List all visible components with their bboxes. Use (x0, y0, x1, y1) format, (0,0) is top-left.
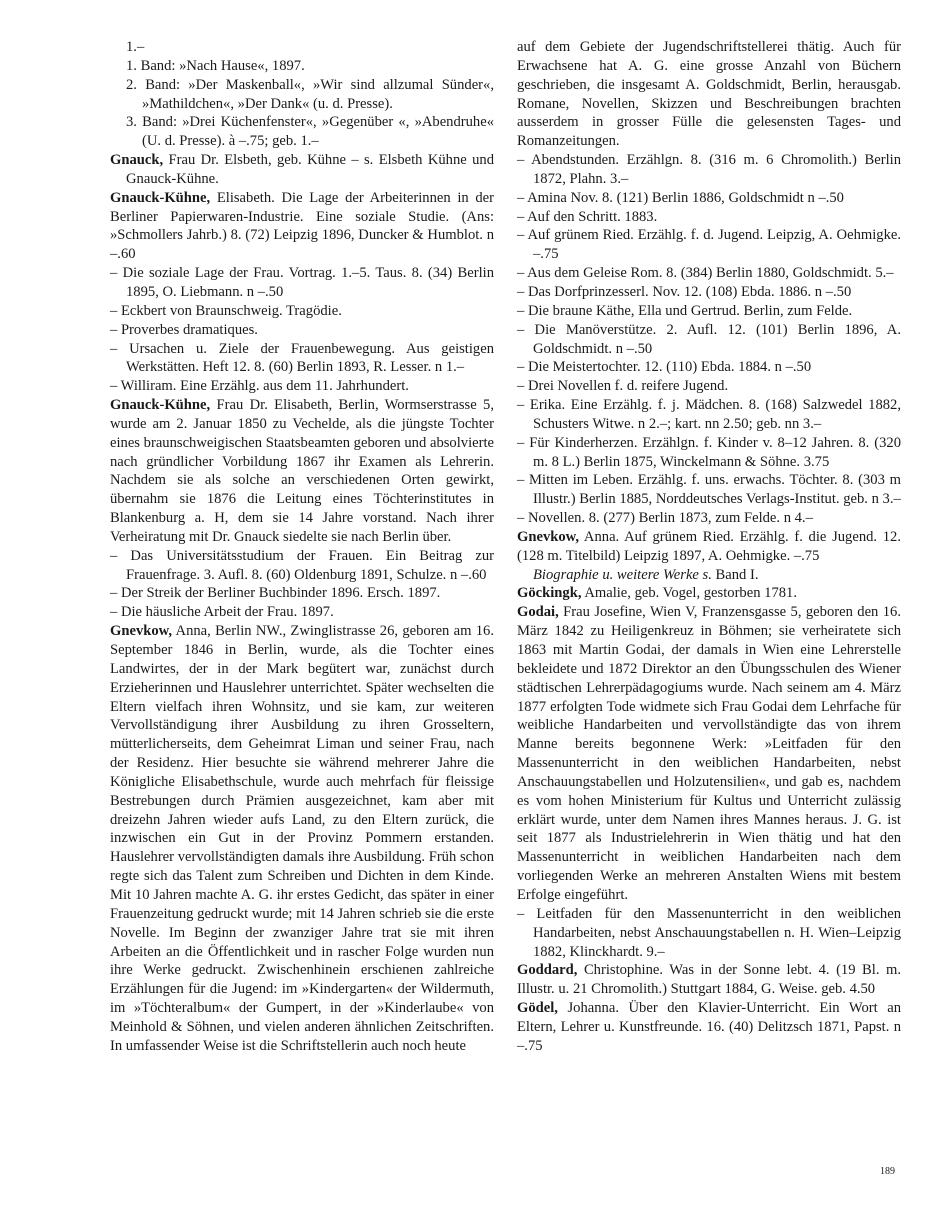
volume-2-line: 2. Band: »Der Maskenball«, »Wir sind allzumal Sünder«, »Mathildchen«, »Der Dank« (u. d. Presse). (126, 76, 494, 112)
work-item: – Novellen. 8. (277) Berlin 1873, zum Felde. n 4.– (517, 510, 813, 527)
entry-gnevkow-bio (110, 622, 494, 1055)
volume-3-line: 3. Band: »Drei Küchenfenster«, »Gegenüber «, »Abendruhe« (U. d. Presse). à –.75; geb. 1.– (126, 114, 494, 150)
work-item: – Die Manöverstütze. 2. Aufl. 12. (101) Berlin 1896, A. Goldschmidt. n –.50 (517, 321, 901, 357)
entry-name: Gnauck-Kühne, (110, 397, 211, 414)
work-item: – Die Meistertochter. 12. (110) Ebda. 1884. n –.50 (517, 359, 812, 376)
entry-text: Frau Dr. Elisabeth, Berlin, Wormserstrasse 5, wurde am 2. Januar 1850 zu Vechelde, als die jüngste Tochter eines braunschweigischen Staatsbeamten geboren und absolvierte nach gründlicher Vorbildung 1867 ihr Examen als Lehrerin. Nachdem sie als solche an verschiedenen Orten gewirkt, übernahm sie 1876 die Leitung eines Töchterinstitutes in Blankenburg a. H, dem sie 14 Jahre vorstand. Nach ihrer Verheiratung mit Dr. Gnauck siedelte sie nach Berlin über. (110, 397, 494, 545)
entry-goddard (517, 961, 901, 999)
work-item: – Das Universitätsstudium der Frauen. Ein Beitrag zur Frauenfrage. 3. Aufl. 8. (60) Oldenburg 1891, Schulze. n –.60 (110, 547, 494, 583)
work-item: – Ursachen u. Ziele der Frauenbewegung. Aus geistigen Werkstätten. Heft 12. 8. (60) Berlin 1893, R. Lesser. n 1.– (110, 340, 494, 376)
entry-gnevkow-2 (517, 528, 901, 566)
entry-goedel (517, 999, 901, 1056)
work-item: – Auf den Schritt. 1883. (517, 208, 658, 225)
entry-gnauck-kuehne-bio (110, 396, 494, 547)
work-item: – Aus dem Geleise Rom. 8. (384) Berlin 1880, Goldschmidt. 5.– (517, 265, 894, 282)
work-item: – Die braune Käthe, Ella und Gertrud. Berlin, zum Felde. (517, 302, 853, 319)
work-item: – Proverbes dramatiques. (110, 321, 258, 338)
entry-goeckingk (517, 584, 901, 603)
work-item: – Erika. Eine Erzählg. f. j. Mädchen. 8. (168) Salzwedel 1882, Schusters Witwe. n 2.–; kart. nn 2.50; geb. nn 3.– (517, 397, 901, 432)
cross-reference-target: Band I. (711, 566, 759, 583)
cross-reference (517, 566, 901, 585)
continuation-price: 1.– (126, 39, 145, 55)
entry-text: Anna. Auf grünem Ried. Erzählg. f. die Jugend. 12. (128 m. Titelbild) Leipzig 1897, A. Oehmigke. –.75 (517, 528, 901, 564)
work-item: – Die soziale Lage der Frau. Vortrag. 1.–5. Taus. 8. (34) Berlin 1895, O. Liebmann. n –.50 (110, 265, 494, 300)
entry-text: Frau Josefine, Wien V, Franzensgasse 5, geboren den 16. März 1842 zu Heiligenkreuz in Böhmen; sie verheiratete sich 1863 mit Martin Godai, der damals in Wien eine Lehrerstelle bekleidete und 1872 Direktor an den Übungsschulen des Wiener städtischen Lehrerpädagogiums wurde. Nach seinem am 4. März 1877 erfolgten Tode widmete sich Frau Godai dem Lehrfache für weibliche Handarbeiten und vervollständigte das von ihrem Manne bereits begonnene Werk: »Leitfaden für den Massenunterricht in den weiblichen Handarbeiten, nebst Anschauungstabellen und Holzutensilien«, und gab es, nachdem es vom hohen Ministerium für Kultus und Unterricht zulässig erklärt wurde, unter dem Namen ihres Mannes heraus. J. G. ist seit 1877 als Industrielehrerin in Wien thätig und hat den Massenunterricht in weiblichen Handarbeiten nach dem vorliegenden Werke an mehreren Anstalten Wiens mit bestem Erfolge eingeführt. (517, 604, 901, 903)
entry-name: Gnevkow, (517, 528, 580, 545)
entry-name: Gnevkow, (110, 623, 173, 640)
work-item: – Abendstunden. Erzählgn. 8. (316 m. 6 Chromolith.) Berlin 1872, Plahn. 3.– (517, 152, 901, 187)
entry-name: Goddard, (517, 962, 578, 979)
work-item: – Drei Novellen f. d. reifere Jugend. (517, 378, 729, 395)
work-item: – Amina Nov. 8. (121) Berlin 1886, Goldschmidt n –.50 (517, 189, 844, 206)
entry-name: Gnauck-Kühne, (110, 189, 211, 206)
entry-text: Christophine. Was in der Sonne lebt. 4. (19 Bl. m. Illustr. u. 21 Chromolith.) Stuttgart 1884, G. Weise. geb. 4.50 (517, 962, 901, 998)
entry-gnevkow-continued: auf dem Gebiete der Jugendschriftstellerei thätig. Auch für Erwachsene hat A. G. eine grosse Anzahl von Büchern geschrieben, die insgesamt A. Goldschmidt, Berlin, herausgab. Romane, Novellen, Skizzen und Beschreibungen brachten ausserdem in grosser Fülle die gelesensten Tages- und Romanzeitungen. (517, 39, 901, 150)
work-item: – Eckbert von Braunschweig. Tragödie. (110, 302, 342, 319)
entry-text: Frau Dr. Elsbeth, geb. Kühne – s. Elsbeth Kühne und Gnauck-Kühne. (126, 152, 494, 187)
work-item: – Leitfaden für den Massenunterricht in den weiblichen Handarbeiten, nebst Anschauungstabellen n. H. Wien–Leipzig 1882, Klinckhardt. 9.– (517, 905, 901, 960)
entry-gnauck (110, 151, 494, 189)
entry-name: Göckingk, (517, 585, 582, 602)
right-column (517, 38, 901, 1056)
work-item: – Das Dorfprinzesserl. Nov. 12. (108) Ebda. 1886. n –.50 (517, 283, 852, 300)
entry-godai (517, 603, 901, 905)
entry-name: Godai, (517, 604, 559, 621)
entry-name: Gnauck, (110, 152, 164, 169)
work-item: – Die häusliche Arbeit der Frau. 1897. (110, 604, 334, 621)
cross-reference-label: Biographie u. weitere Werke s. (533, 566, 712, 583)
entry-gnauck-kuehne-works (110, 189, 494, 264)
entry-text: Johanna. Über den Klavier-Unterricht. Ein Wort an Eltern, Lehrer u. Kunstfreunde. 16. (40) Delitzsch 1871, Papst. n –.75 (517, 1000, 901, 1054)
work-item: – Für Kinderherzen. Erzählgn. f. Kinder v. 8–12 Jahren. 8. (320 m. 8 L.) Berlin 1875, Winckelmann & Söhne. 3.75 (517, 434, 901, 470)
work-item: – Auf grünem Ried. Erzählg. f. d. Jugend. Leipzig, A. Oehmigke. –.75 (517, 227, 901, 263)
left-column (110, 38, 494, 1056)
volume-1-line: 1. Band: »Nach Hause«, 1897. (126, 57, 305, 74)
entry-text: Amalie, geb. Vogel, gestorben 1781. (581, 585, 797, 602)
work-item: – Mitten im Leben. Erzählg. f. uns. erwachs. Töchter. 8. (303 m Illustr.) Berlin 1885, Norddeutsches Verlags-Institut. geb. n 3.– (517, 472, 901, 508)
entry-text: Anna, Berlin NW., Zwinglistrasse 26, geboren am 16. September 1846 in Berlin, wurde, als die Tochter eines Landwirtes, der in der Mark begütert war, zunächst durch Erzieherinnen und Hauslehrer unterrichtet. Später wechselten die Eltern vielfach ihren Wohnsitz, und sie kam, zur weiteren Vervollständigung ihrer Ausbildung zu ihren Grosseltern, mütterlicherseits, dem Geheimrat Liman und seiner Frau, nach der Residenz. Hier besuchte sie während mehrerer Jahre die Königliche Elisabethschule, wurde auch mehrfach für fleissige Bestrebungen durch Prämien ausgezeichnet, kam aber mit dreizehn Jahren wieder aufs Land, zu den Eltern zurück, die inzwischen ein Gut in der Provinz Pommern erstanden. Hauslehrer vervollständigten damals ihre Ausbildung. Früh schon regte sich das Talent zum Schreiben und Dichten in dem Kinde. Mit 10 Jahren machte A. G. ihr erstes Gedicht, das später in einer Frauenzeitung gedruckt wurde; mit 14 Jahren schrieb sie die erste Novelle. Im Beginn der zwanziger Jahre trat sie mit ihren Arbeiten an die Öffentlichkeit und in rascher Folge wurden nun ihre Werke gedruckt. Zwischenhinein erschienen zahlreiche Erzählungen für die Jugend: im »Kindergarten« der Wildermuth, im »Töchteralbum« der Gumpert, in der »Kinderlaube« von Meinhold & Söhnen, und vielen anderen ähnlichen Zeitschriften. In umfassender Weise ist die Schriftstellerin auch noch heute (110, 623, 494, 1054)
work-item: – Der Streik der Berliner Buchbinder 1896. Ersch. 1897. (110, 585, 441, 602)
work-item: – Williram. Eine Erzählg. aus dem 11. Jahrhundert. (110, 378, 409, 395)
entry-name: Gödel, (517, 1000, 558, 1017)
entry-text: Elisabeth. Die Lage der Arbeiterinnen in der Berliner Papierwaren-Industrie. Eine soziale Studie. (Ans: »Schmollers Jahrb.) 8. (72) Leipzig 1896, Duncker & Humblot. n –.60 (110, 189, 494, 263)
page-number: 189 (880, 1166, 895, 1177)
